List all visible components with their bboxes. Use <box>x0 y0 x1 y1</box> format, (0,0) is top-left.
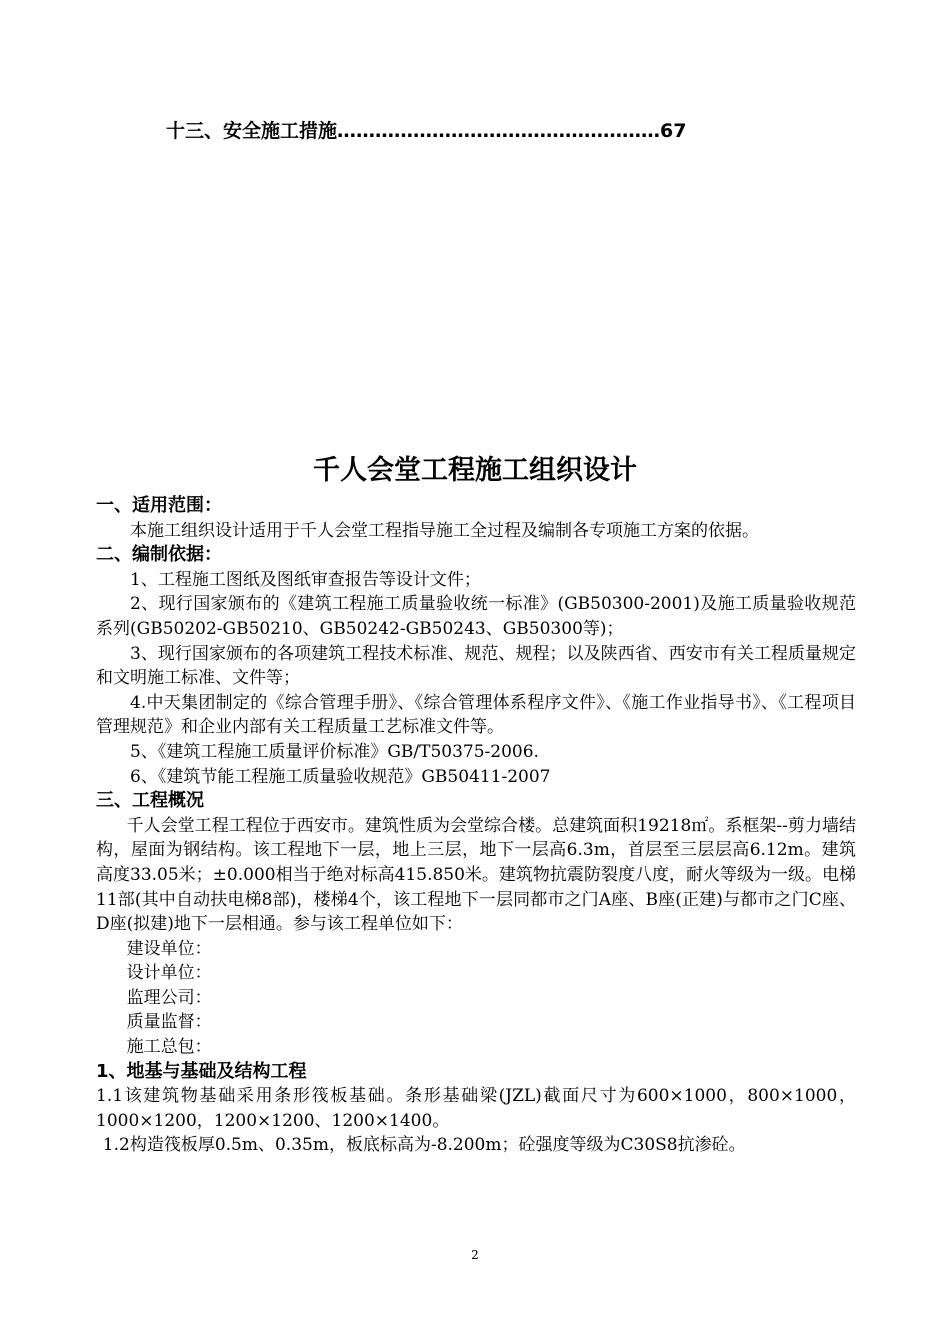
basis-item: 4.中天集团制定的《综合管理手册》、《综合管理体系程序文件》、《施工作业指导书》、《工程项目管理规范》和企业内部有关工程质量工艺标准文件等。 <box>96 692 856 738</box>
basis-item: 5、《建筑工程施工质量评价标准》GB/T50375-2006. <box>130 741 539 762</box>
page-number: 2 <box>471 1248 479 1262</box>
section-heading-basis: 二、编制依据： <box>96 544 222 566</box>
unit-quality-supervision: 质量监督： <box>126 1012 212 1033</box>
document-title: 千人会堂工程施工组织设计 <box>313 455 637 486</box>
foundation-paragraph-1: 1.1该建筑物基础采用条形筏板基础。条形基础梁(JZL)截面尺寸为600×1000，800×1000，1000×1200，1200×1200、1200×1400。 <box>96 1086 856 1131</box>
unit-design: 设计单位： <box>126 963 212 984</box>
document-body <box>96 494 856 1158</box>
unit-supervision: 监理公司： <box>126 987 212 1008</box>
scope-paragraph: 本施工组织设计适用于千人会堂工程指导施工全过程及编制各专项施工方案的依据。 <box>130 520 759 541</box>
basis-item: 3、现行国家颁布的各项建筑工程技术标准、规范、规程；以及陕西省、西安市有关工程质量规定和文明施工标准、文件等； <box>96 643 856 689</box>
unit-construction-owner: 建设单位： <box>126 938 212 959</box>
basis-item: 1、工程施工图纸及图纸审查报告等设计文件； <box>130 569 481 590</box>
unit-general-contractor: 施工总包： <box>126 1037 212 1058</box>
toc-entry: 十三、安全施工措施……………………………………………67 <box>166 120 687 142</box>
section-heading-scope: 一、适用范围： <box>96 495 222 516</box>
section-heading-overview: 三、工程概况 <box>96 790 204 812</box>
basis-item: 2、现行国家颁布的《建筑工程施工质量验收统一标准》(GB50300-2001)及施工质量验收规范系列(GB50202-GB50210、GB50242-GB50243、GB50300等)； <box>96 594 856 639</box>
foundation-paragraph-2: 1.2构造筏板厚0.5m、0.35m，板底标高为-8.200m；砼强度等级为C30S8抗渗砼。 <box>102 1135 746 1156</box>
section-heading-foundation: 1、地基与基础及结构工程 <box>96 1060 307 1082</box>
basis-item: 6、《建筑节能工程施工质量验收规范》GB50411-2007 <box>130 766 551 787</box>
overview-paragraph: 千人会堂工程工程位于西安市。建筑性质为会堂综合楼。总建筑面积19218㎡。系框架--剪力墙结构，屋面为钢结构。该工程地下一层，地上三层，地下一层高6.3m，首层至三层层高6.12m。建筑高度33.05米；±0.000相当于绝对标高415.850米。建筑物抗震防裂度八度，耐火等级为一级。电梯11部(其中自动扶电梯8部)，楼梯4个，该工程地下一层同都市之门A座、B座(正建)与都市之门C座、D座(拟建)地下一层相通。参与该工程单位如下： <box>96 815 856 935</box>
